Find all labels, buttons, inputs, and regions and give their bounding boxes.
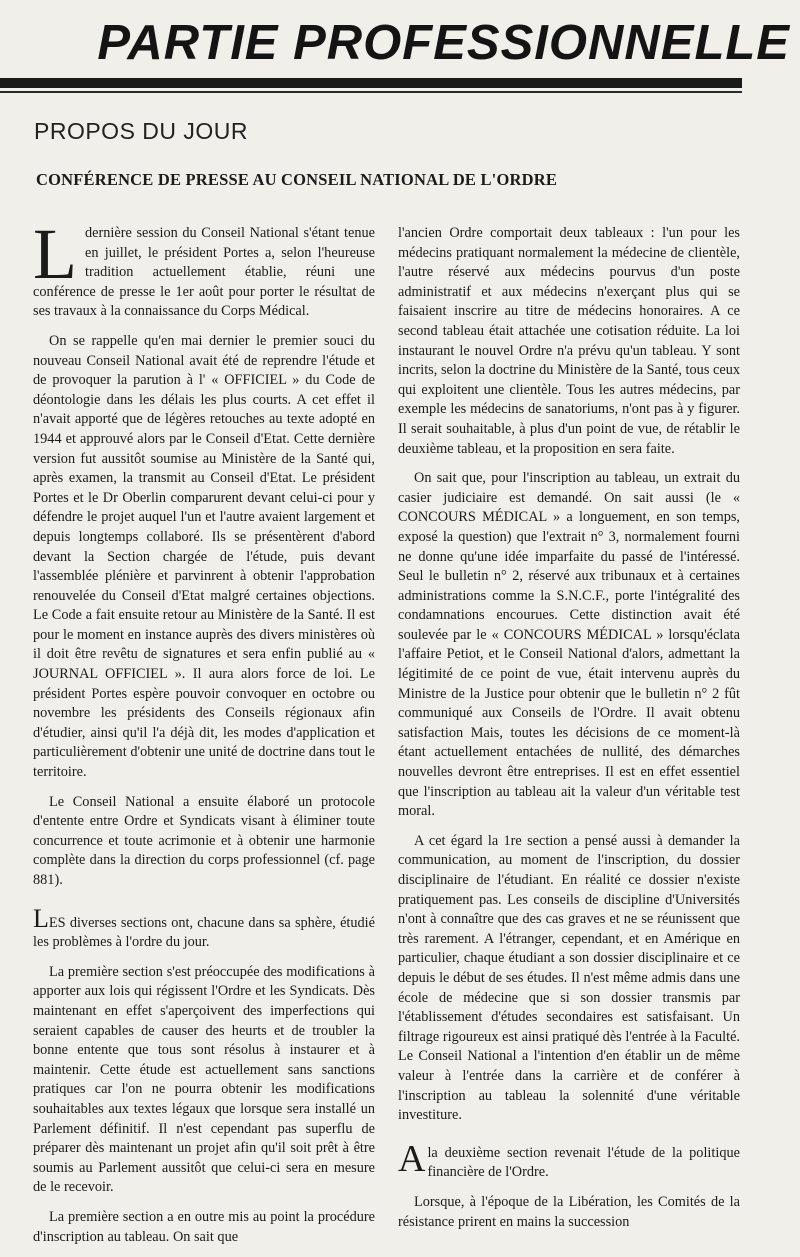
paragraph: Ldernière session du Conseil National s'étant tenue en juillet, le président Portes a, selon l'heureuse tradition actuellement établie, réuni une conférence de presse le 1er août pour porter le résultat de ses travaux à la connaissance du Corps Médical. <box>33 214 375 320</box>
drop-cap: L <box>33 214 77 294</box>
paragraph: A la deuxième section revenait l'étude de la politique financière de l'Ordre. <box>398 1137 740 1181</box>
paragraph: Lorsque, à l'époque de la Libération, les Comités de la résistance prirent en mains la succession <box>398 1193 740 1230</box>
paragraph: Le Conseil National a ensuite élaboré un protocole d'entente entre Ordre et Syndicats visant à éliminer toute concurrence et toute acrimonie et à obtenir une harmonie complète dans la direction du corps professionnel (cf. page 881). <box>33 793 375 888</box>
column-right <box>398 224 740 1242</box>
title-rule-thin <box>0 91 742 93</box>
drop-cap: L <box>33 903 49 933</box>
section-title: PROPOS DU JOUR <box>34 118 249 144</box>
paragraph: LES diverses sections ont, chacune dans sa sphère, étudié les problèmes à l'ordre du jour. <box>33 903 375 951</box>
headline: CONFÉRENCE DE PRESSE AU CONSEIL NATIONAL DE L'ORDRE <box>36 170 558 189</box>
paragraph: La première section a en outre mis au point la procédure d'inscription au tableau. On sait que <box>33 1208 375 1245</box>
title-rule <box>0 78 742 88</box>
column-left <box>33 214 375 1257</box>
paragraph: La première section s'est préoccupée des modifications à apporter aux lois qui régissent l'Ordre et les Syndicats. Dès maintenant en effet s'aperçoivent des imperfections qui seraient capables de causer des heurts et de troubler la bonne entente que tous sont résolus à instaurer et à maintenir. Cette étude est actuellement sans sanctions pratiques car l'on ne pourra obtenir les modifications souhaitables aux textes légaux que lorsque sera installé un Parlement définitif. Il n'est cependant pas superflu de préparer dès maintenant un projet afin qu'il soit prêt à être soumis au Parlement aussitôt que celui-ci sera en mesure de le recevoir. <box>33 963 375 1196</box>
paragraph: On se rappelle qu'en mai dernier le premier souci du nouveau Conseil National avait été de reprendre l'étude et de provoquer la parution à l' « OFFICIEL » du Code de déontologie dans les délais les plus courts. A cet effet il n'avait apporté que de légères retouches au texte adopté en 1944 et approuvé alors par le Conseil d'Etat. Cette dernière version fut aussitôt soumise au Ministère de la Santé qui, après examen, la transmit au Conseil d'Etat. Le président Portes et le Dr Oberlin comparurent devant celui-ci pour y défendre le projet auquel l'un et l'autre avaient largement et depuis longtemps collaboré. Ils se présentèrent d'abord devant la Section chargée de l'étude, puis devant l'assemblée plénière et parvinrent à obtenir l'approbation renouvelée du Conseil d'Etat malgré certaines objections. Le Code a fait ensuite retour au Ministère de la Santé. Il est pour le moment en instance auprès des divers ministères où il doit être revêtu de signatures et sera enfin publié au « JOURNAL OFFICIEL ». Il aura alors force de loi. Le président Portes espère pouvoir convoquer en octobre ou novembre les présidents des Conseils régionaux afin d'étudier, ainsi qu'il l'a déjà dit, les modes d'application et particulièrement d'obtenir une unité de doctrine dans tout le territoire. <box>33 332 375 781</box>
page-title: PARTIE PROFESSIONNELLE <box>97 16 790 70</box>
paragraph: l'ancien Ordre comportait deux tableaux : l'un pour les médecins pratiquant normalement la médecine de clientèle, l'autre réservé aux médecins pourvus d'un poste administratif et aux médecins n'exerçant plus qui se faisaient inscrire au titre de médecins honoraires. A ce second tableau était attachée une cotisation réduite. La loi instaurant le nouvel Ordre n'a prévu qu'un tableau. Y sont incrits, selon la doctrine du Ministère de la Santé, tous ceux qui exploitent une clientèle. Tous les autres médecins, par exemple les médecins de sanatoriums, n'ont pas à y figurer. Il serait souhaitable, à plus d'un point de vue, de rétablir le deuxième tableau, et la proposition en sera faite. <box>398 225 740 457</box>
drop-cap: A <box>398 1137 426 1180</box>
paragraph: On sait que, pour l'inscription au tableau, un extrait du casier judiciaire est demandé. On sait aussi (le « CONCOURS MÉDICAL » a longuement, en son temps, exposé la question) que l'extrait n° 3, normalement fourni ne donne qu'une idée imparfaite du passé de l'intéressé. Seul le bulletin n° 2, réservé aux tribunaux et à certaines administrations comme la S.N.C.F., porte l'intégralité des condamnations encourues. Cette distinction avait été soulevée par le « CONCOURS MÉDICAL » lorsqu'éclata l'affaire Petiot, et le Conseil National d'alors, admettant la légitimité de ce point de vue, était intervenu auprès du Ministre de la Justice pour obtenir que le bulletin n° 2 fût communiqué aux Conseils de l'Ordre. Il avait obtenu satisfaction Mais, toutes les décisions de ce moment-là étant actuellement entachées de nullité, des démarches nouvelles devront être entreprises. Il est en effet essentiel que l'inscription au tableau ait la valeur d'un véritable test moral. <box>398 470 740 820</box>
paragraph: A cet égard la 1re section a pensé aussi à demander la communication, au moment de l'inscription, du dossier disciplinaire de l'étudiant. En réalité ce dossier n'existe pratiquement pas. Les conseils de discipline d'Universités n'ont à connaître que des cas graves et ne se réunissent que très rarement. A l'étranger, cependant, et en Amérique en particulier, chaque étudiant a son dossier disciplinaire et ce depuis le début de ses études. Il n'est même admis dans une école de médecine que si son dossier transmis par l'établissement d'études secondaires est satisfaisant. Un filtrage rigoureux est ainsi pratiqué dès l'entrée à la Faculté. Le Conseil National a l'intention d'en établir un de même valeur à l'entrée dans la carrière et de conférer à l'inscription au tableau la solennité d'une véritable investiture. <box>398 832 740 1124</box>
